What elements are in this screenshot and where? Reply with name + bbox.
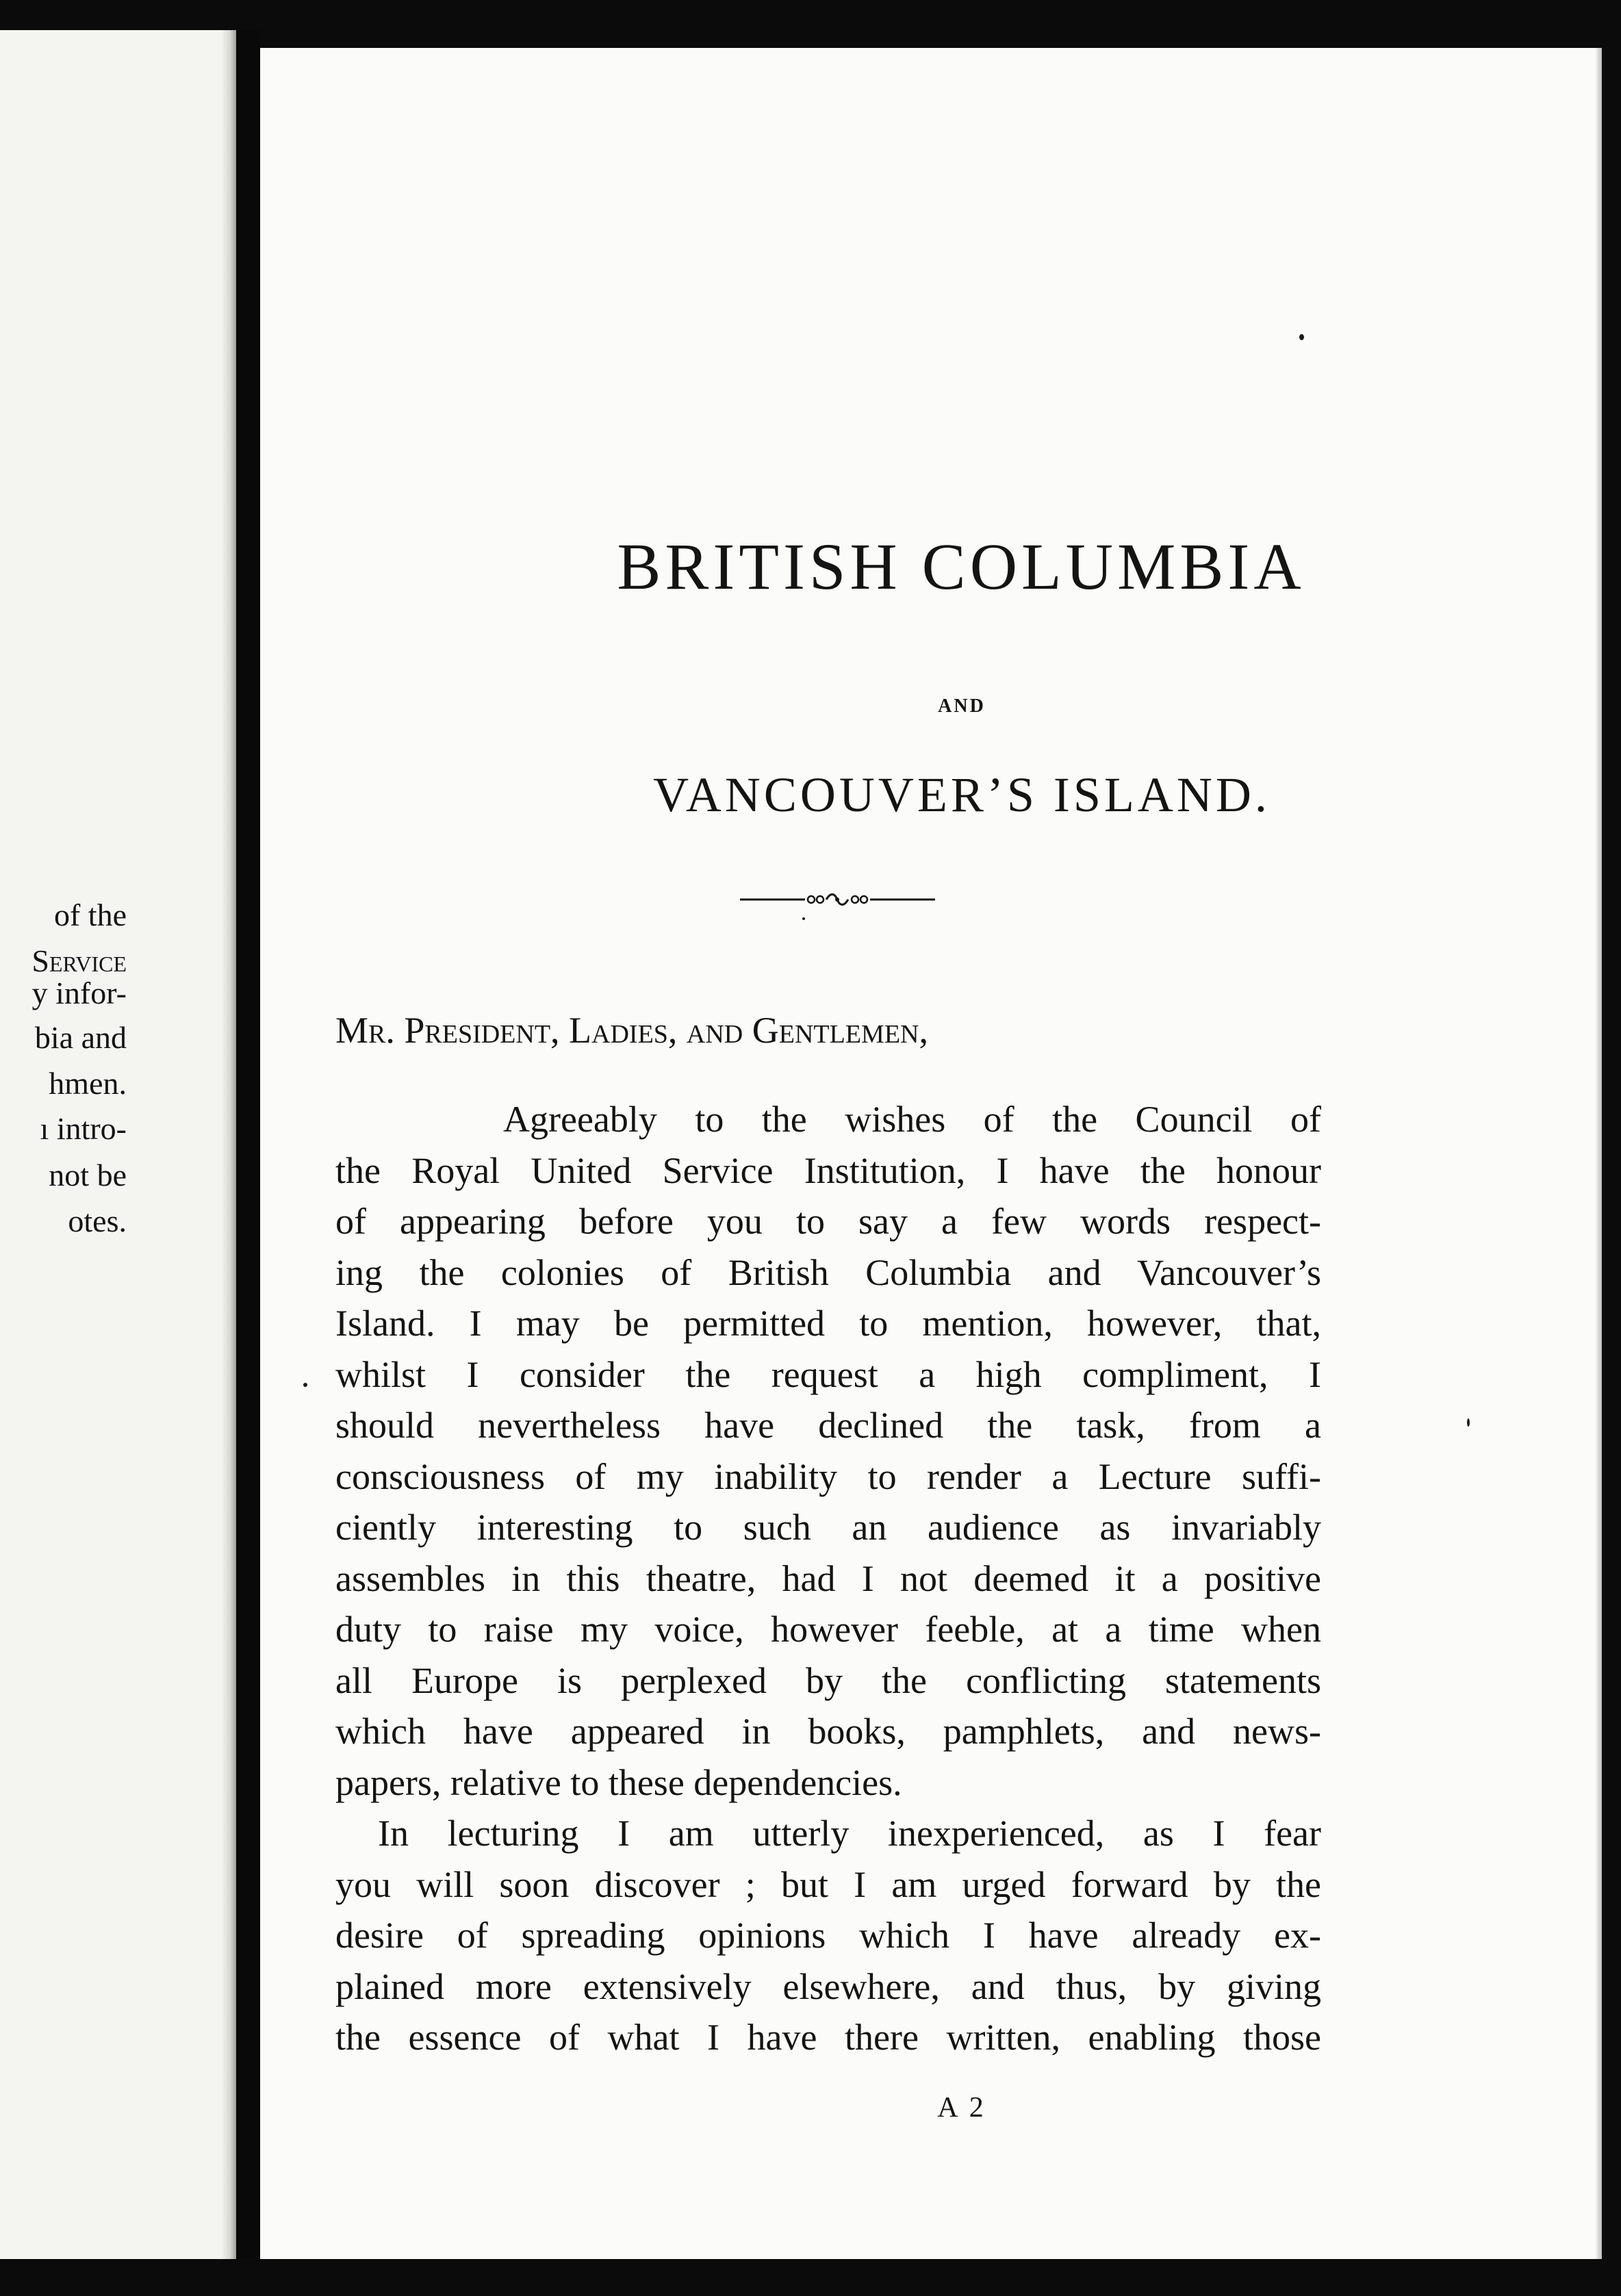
previous-page-line: bia and bbox=[34, 1020, 127, 1055]
paragraph-1-line: all Europe is perplexed by the conflicting statements bbox=[335, 1659, 1321, 1701]
paragraph-1-line: whilst I consider the request a high compliment, I bbox=[335, 1353, 1321, 1395]
paragraph-1-line: ciently interesting to such an audience as invariably bbox=[335, 1507, 1321, 1548]
previous-page-line: y infor- bbox=[31, 975, 127, 1010]
paragraph-2-line: desire of spreading opinions which I have already ex- bbox=[335, 1915, 1321, 1956]
paragraph-2-line: you will soon discover ; but I am urged forward by the bbox=[335, 1863, 1321, 1905]
paragraph-1-line: consciousness of my inability to render a Lecture suffi- bbox=[335, 1455, 1321, 1497]
previous-page-line: otes. bbox=[68, 1203, 127, 1238]
paragraph-1-line: the Royal United Service Institution, I have the honour bbox=[335, 1149, 1321, 1191]
paragraph-1-line: ing the colonies of British Columbia and Vancouver’s bbox=[335, 1251, 1321, 1293]
paragraph-2-line: In lecturing I am utterly inexperienced, as I fear bbox=[378, 1813, 1321, 1854]
scan-speck bbox=[303, 1383, 307, 1387]
previous-page-line: not be bbox=[49, 1158, 127, 1192]
paragraph-1-line: of appearing before you to say a few words respect- bbox=[335, 1201, 1321, 1242]
page-edge-shadow bbox=[221, 30, 236, 2262]
signature-mark: A 2 bbox=[937, 2092, 986, 2123]
book-gutter bbox=[236, 30, 260, 2262]
paragraph-1-line: Agreeably to the wishes of the Council of bbox=[503, 1099, 1321, 1140]
previous-page-line: ı intro- bbox=[40, 1111, 127, 1146]
paragraph-1-line: Island. I may be permitted to mention, however, that, bbox=[335, 1303, 1321, 1344]
scan-speck bbox=[802, 917, 805, 920]
page-title: BRITISH COLUMBIA bbox=[617, 530, 1305, 603]
paragraph-1-line: papers, relative to these dependencies. bbox=[335, 1761, 902, 1803]
ornamental-rule-icon bbox=[740, 891, 935, 908]
scan-speck bbox=[1467, 1418, 1470, 1427]
scan-speck bbox=[1299, 334, 1304, 340]
paragraph-2-line: plained more extensively elsewhere, and thus, by giving bbox=[335, 1965, 1321, 2007]
previous-page-line: hmen. bbox=[49, 1066, 127, 1101]
title-conjunction: AND bbox=[938, 696, 986, 717]
scan-border bbox=[0, 2259, 1621, 2296]
current-page bbox=[260, 48, 1602, 2266]
paragraph-2-line: the essence of what I have there written, enabling those bbox=[335, 2017, 1321, 2058]
salutation: Mr. President, Ladies, and Gentlemen, bbox=[335, 1010, 928, 1051]
paragraph-1-line: duty to raise my voice, however feeble, at a time when bbox=[335, 1609, 1321, 1650]
body-text bbox=[335, 1094, 1321, 2063]
previous-page-line: of the bbox=[53, 897, 127, 932]
previous-page-line: Service bbox=[31, 943, 127, 978]
paragraph-1-line: which have appeared in books, pamphlets, and news- bbox=[335, 1711, 1321, 1752]
page-edge-shadow bbox=[1595, 48, 1602, 2266]
page-subtitle: VANCOUVER’S ISLAND. bbox=[653, 767, 1271, 822]
paragraph-1-line: assembles in this theatre, had I not deemed it a positive bbox=[335, 1557, 1321, 1599]
previous-page-fragment bbox=[0, 30, 236, 2262]
paragraph-1-line: should nevertheless have declined the task, from a bbox=[335, 1405, 1321, 1446]
